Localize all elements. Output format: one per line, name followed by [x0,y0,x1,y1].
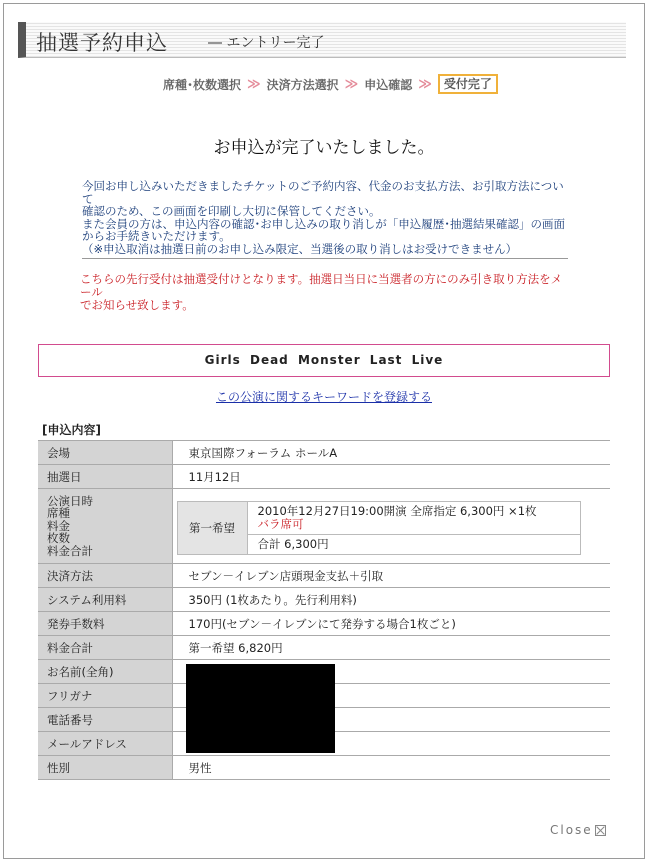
label-price-total: 料金合計 [47,543,93,558]
row-label-email: メールアドレス [38,732,172,756]
table-row [38,441,610,465]
progress-steps [163,74,498,94]
row-label-performance [38,489,172,564]
row-value-gender: 男性 [172,756,610,780]
step-confirm: 申込確認 [364,77,413,92]
row-value-lottery-date: 11月12日 [172,465,610,489]
row-value-venue: 東京国際フォーラム ホールA [172,441,610,465]
table-row [38,756,610,780]
info-line: からお手続きいただけます。 [82,229,231,243]
close-button[interactable] [550,823,606,837]
row-value-performance [172,489,610,564]
choice-detail [247,501,580,534]
row-label-furigana: フリガナ [38,684,172,708]
label-quantity: 枚数 [47,531,70,546]
table-row [38,636,610,660]
label-price: 料金 [47,518,70,533]
lottery-notice [80,273,570,312]
info-line: 今回お申し込みいただきましたチケットのご予約内容、代金のお支払方法、お引取方法について [82,179,564,206]
step-payment-selection: 決済方法選択 [266,77,339,92]
row-label-total: 料金合計 [38,636,172,660]
completion-headline: お申込が完了いたしました。 [213,138,435,158]
row-value-payment: セブン－イレブン店頭現金支払＋引取 [172,564,610,588]
table-row [38,564,610,588]
label-performance-datetime: 公演日時 [47,493,93,508]
close-icon [595,825,606,836]
row-label-phone: 電話番号 [38,708,172,732]
redacted-personal-info [186,664,335,753]
page-subtitle: ― エントリー完了 [208,35,325,51]
section-heading: [申込内容] [42,423,101,437]
step-arrow-icon: ≫ [247,76,261,92]
info-line: また会員の方は、申込内容の確認･お申し込みの取り消しが「申込履歴･抽選結果確認」の画面 [82,216,565,231]
row-value-total: 第一希望 6,820円 [172,636,610,660]
choice-line: 2010年12月27日19:00開演 全席指定 6,300円 ×1枚 [257,503,537,518]
row-label-name: お名前(全角) [38,660,172,684]
choice-note: バラ席可 [257,516,304,531]
choice-label: 第一希望 [177,501,247,554]
row-label-lottery-date: 抽選日 [38,465,172,489]
notice-line: こちらの先行受付は抽選受付けとなります。抽選日当日に当選者の方にのみ引き取り方法をメール [80,272,563,299]
register-keyword-link[interactable]: この公演に関するキーワードを登録する [215,390,432,404]
row-label-issue-fee: 発券手数料 [38,612,172,636]
row-label-gender: 性別 [38,756,172,780]
info-line: 確認のため、この画面を印刷し大切に保管してください。 [82,204,381,218]
label-seat-type: 席種 [47,506,70,521]
table-row [38,588,610,612]
keyword-link-row [0,388,648,405]
close-label: Close [550,823,593,837]
info-line: （※申込取消は抽選日前のお申し込み限定、当選後の取り消しはお受けできません） [82,241,518,256]
event-title-box: Girls Dead Monster Last Live [38,344,610,377]
table-row [38,465,610,489]
table-row [38,489,610,564]
row-value-system-fee: 350円 (1枚あたり。先行利用料) [172,588,610,612]
page-title: 抽選予約申込 [36,31,168,55]
step-arrow-icon: ≫ [418,76,432,92]
step-arrow-icon: ≫ [344,76,359,92]
page-header [18,22,626,58]
step-seat-selection: 席種･枚数選択 [163,77,242,92]
row-value-issue-fee: 170円(セブン－イレブンにて発券する場合1枚ごと) [172,612,610,636]
table-row [177,501,580,534]
choice-total: 合計 6,300円 [247,534,580,554]
first-choice-table [177,501,581,555]
row-label-venue: 会場 [38,441,172,465]
notice-line: でお知らせ致します。 [80,298,194,312]
step-complete-current: 受付完了 [438,74,498,94]
info-message [82,180,572,255]
row-label-payment: 決済方法 [38,564,172,588]
table-row [38,612,610,636]
divider [82,258,568,259]
row-label-system-fee: システム利用料 [38,588,172,612]
